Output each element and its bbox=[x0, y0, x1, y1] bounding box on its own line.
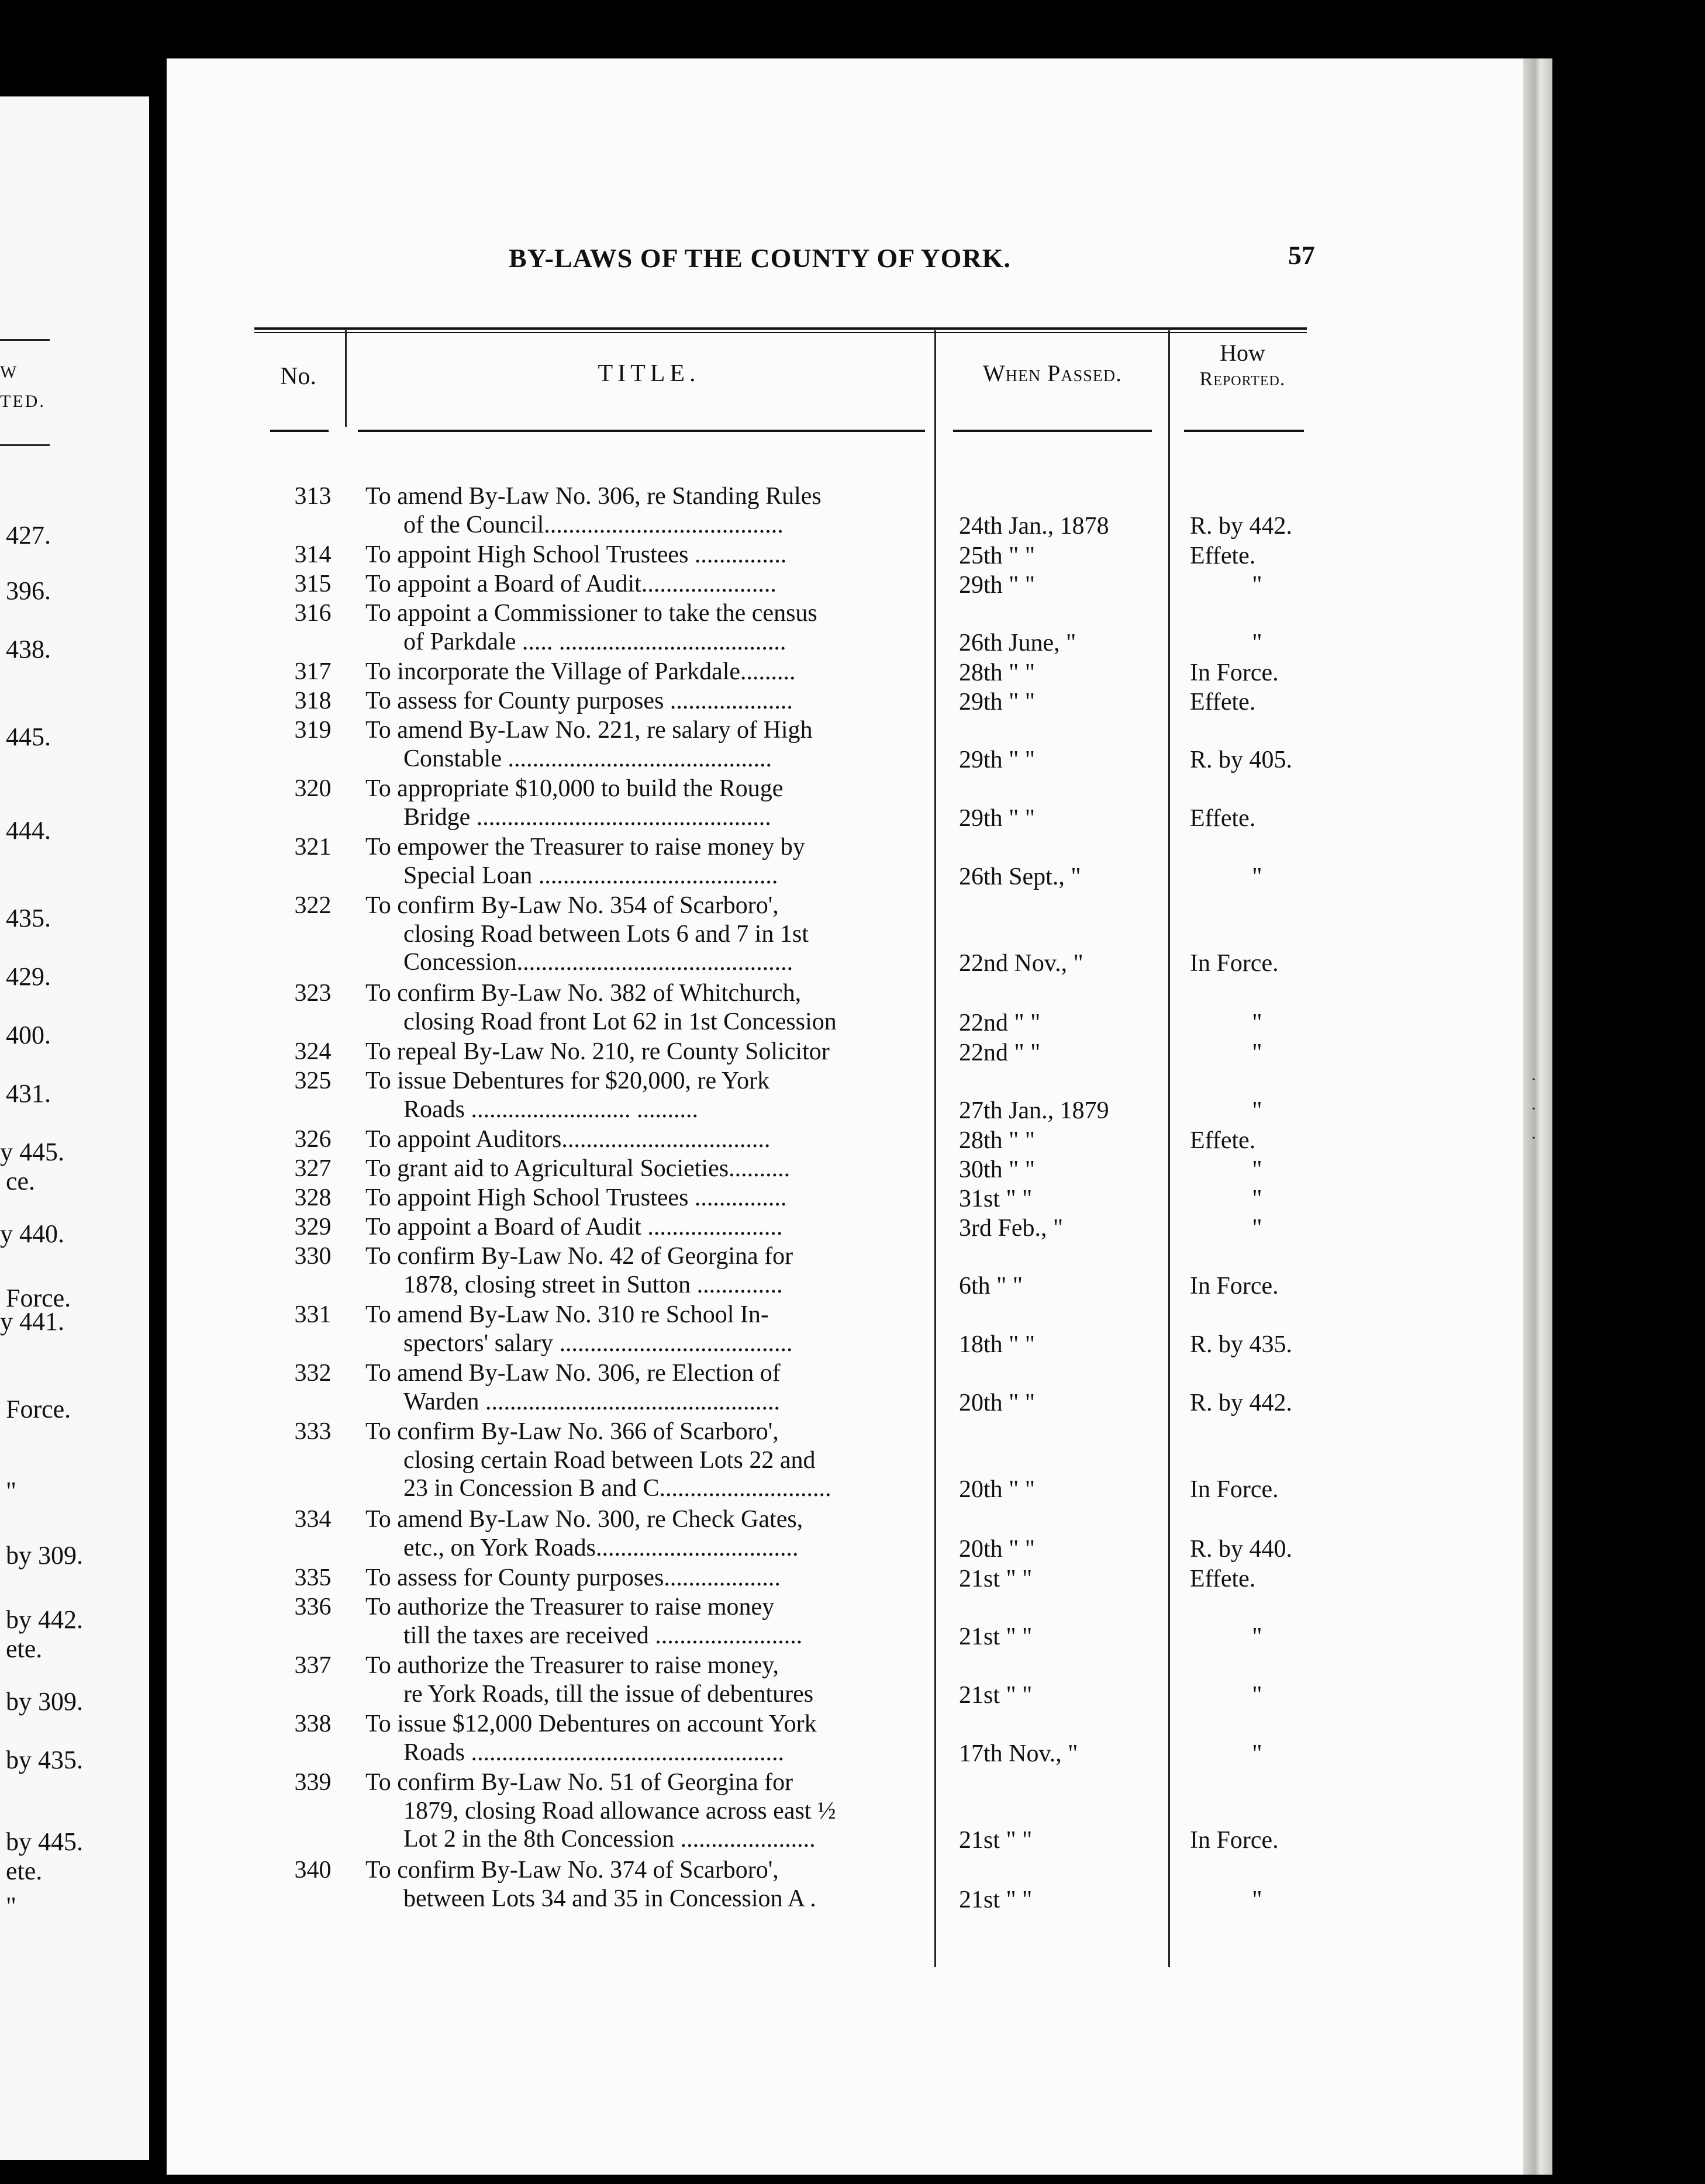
left-page-text-fragment: ete. bbox=[6, 1857, 43, 1885]
left-page-text-fragment: by 309. bbox=[6, 1541, 83, 1570]
left-page-text-fragment: 444. bbox=[6, 816, 51, 845]
how-reported: In Force. bbox=[1190, 950, 1279, 977]
left-page-text-fragment: ce. bbox=[6, 1167, 36, 1195]
bylaw-title-line: To amend By-Law No. 306, re Election of bbox=[365, 1360, 781, 1387]
when-passed: 18th " " bbox=[959, 1331, 1035, 1358]
how-reported: In Force. bbox=[1190, 1476, 1279, 1503]
bylaw-number: 331 bbox=[294, 1301, 332, 1328]
bylaw-number: 327 bbox=[294, 1155, 332, 1182]
bylaw-title-line: closing certain Road between Lots 22 and bbox=[403, 1446, 816, 1474]
when-passed: 26th June, " bbox=[959, 629, 1076, 656]
bylaw-number: 324 bbox=[294, 1038, 332, 1065]
left-page-text-fragment: 438. bbox=[6, 635, 51, 664]
bylaw-title-line: Bridge ................................................ bbox=[403, 803, 771, 831]
left-page-text-fragment: ete. bbox=[6, 1634, 43, 1663]
left-page-header-line: W bbox=[0, 362, 19, 382]
binding-gutter bbox=[149, 88, 167, 2169]
header-underline bbox=[1184, 430, 1304, 432]
how-reported: " bbox=[1252, 1623, 1262, 1650]
when-passed: 20th " " bbox=[959, 1389, 1035, 1416]
left-page-text-fragment: by 435. bbox=[6, 1746, 83, 1774]
bylaw-title-line: To appoint a Board of Audit...................... bbox=[365, 571, 776, 597]
how-reported: " bbox=[1252, 1039, 1262, 1066]
bylaw-title-line: etc., on York Roads................................. bbox=[403, 1534, 799, 1561]
bylaw-title-line: To issue Debentures for $20,000, re York bbox=[365, 1067, 770, 1094]
bylaw-title-line: re York Roads, till the issue of debentures bbox=[403, 1680, 814, 1708]
bylaw-title-line: To repeal By-Law No. 210, re County Solicitor bbox=[365, 1038, 830, 1065]
when-passed: 27th Jan., 1879 bbox=[959, 1097, 1109, 1124]
how-reported: " bbox=[1252, 629, 1262, 656]
bylaw-number: 315 bbox=[294, 571, 332, 597]
bylaw-number: 330 bbox=[294, 1243, 332, 1270]
bylaw-title-line: To issue $12,000 Debentures on account York bbox=[365, 1710, 817, 1737]
when-passed: 25th " " bbox=[959, 542, 1035, 569]
when-passed: 3rd Feb., " bbox=[959, 1215, 1064, 1242]
how-reported: Effete. bbox=[1190, 1566, 1256, 1592]
when-passed: 22nd " " bbox=[959, 1009, 1041, 1036]
bylaw-title-line: To authorize the Treasurer to raise money bbox=[365, 1594, 775, 1620]
bylaw-title-line: closing Road front Lot 62 in 1st Concession bbox=[403, 1008, 837, 1035]
margin-mark: · bbox=[1531, 1099, 1537, 1118]
when-passed: 21st " " bbox=[959, 1623, 1033, 1650]
left-page-fragment bbox=[0, 96, 149, 2160]
how-reported: " bbox=[1252, 1186, 1262, 1212]
when-passed: 22nd " " bbox=[959, 1039, 1041, 1066]
how-reported: Effete. bbox=[1190, 689, 1256, 716]
bylaw-number: 332 bbox=[294, 1360, 332, 1387]
bylaw-number: 321 bbox=[294, 834, 332, 861]
left-page-text-fragment: 400. bbox=[6, 1021, 51, 1049]
bylaw-title-line: To amend By-Law No. 300, re Check Gates, bbox=[365, 1506, 803, 1533]
bylaw-title-line: To confirm By-Law No. 374 of Scarboro', bbox=[365, 1857, 779, 1884]
bylaw-title-line: 1879, closing Road allowance across east ½ bbox=[403, 1797, 836, 1824]
how-reported: Effete. bbox=[1190, 1127, 1256, 1154]
when-passed: 17th Nov., " bbox=[959, 1740, 1078, 1767]
when-passed: 6th " " bbox=[959, 1272, 1023, 1300]
bylaw-title-line: To assess for County purposes .................... bbox=[365, 687, 793, 714]
left-page-text-fragment: by 445. bbox=[6, 1827, 83, 1856]
column-header-how-line: How bbox=[1220, 340, 1265, 366]
bylaw-title-line: To incorporate the Village of Parkdale......... bbox=[365, 658, 796, 685]
bylaw-title-line: To appoint High School Trustees ............... bbox=[365, 541, 787, 568]
left-page-text-fragment: " bbox=[6, 1892, 16, 1920]
bylaw-title-line: To confirm By-Law No. 382 of Whitchurch, bbox=[365, 980, 802, 1007]
bylaw-number: 339 bbox=[294, 1769, 332, 1796]
how-reported: R. by 442. bbox=[1190, 512, 1293, 540]
bylaw-title-line: 1878, closing street in Sutton .............. bbox=[403, 1271, 783, 1298]
when-passed: 28th " " bbox=[959, 659, 1035, 686]
left-page-text-fragment: 429. bbox=[6, 962, 51, 991]
bylaw-number: 316 bbox=[294, 600, 332, 627]
left-page-rule bbox=[0, 444, 50, 446]
left-page-text-fragment: Force. bbox=[6, 1284, 71, 1312]
bylaw-number: 337 bbox=[294, 1652, 332, 1679]
bylaw-title-line: To appropriate $10,000 to build the Rouge bbox=[365, 775, 784, 802]
column-header-when-passed: When Passed. bbox=[982, 360, 1123, 386]
left-page-text-fragment: y 440. bbox=[0, 1219, 64, 1248]
bylaw-number: 325 bbox=[294, 1067, 332, 1094]
how-reported: In Force. bbox=[1190, 659, 1279, 686]
bylaw-title-line: To amend By-Law No. 221, re salary of High bbox=[365, 717, 813, 744]
bylaw-number: 323 bbox=[294, 980, 332, 1007]
how-reported: In Force. bbox=[1190, 1272, 1279, 1300]
when-passed: 21st " " bbox=[959, 1886, 1033, 1913]
bylaw-number: 329 bbox=[294, 1214, 332, 1240]
bylaw-title-line: To authorize the Treasurer to raise money, bbox=[365, 1652, 779, 1679]
when-passed: 26th Sept., " bbox=[959, 863, 1081, 890]
bylaw-number: 334 bbox=[294, 1506, 332, 1533]
column-header-title: TITLE. bbox=[598, 360, 700, 387]
bylaw-number: 336 bbox=[294, 1594, 332, 1620]
when-passed: 30th " " bbox=[959, 1156, 1035, 1183]
bylaw-title-line: To appoint Auditors.................................. bbox=[365, 1126, 771, 1153]
how-reported: Effete. bbox=[1190, 804, 1256, 832]
left-page-text-fragment: y 445. bbox=[0, 1138, 64, 1166]
bylaw-title-line: closing Road between Lots 6 and 7 in 1st bbox=[403, 920, 809, 948]
margin-mark: · bbox=[1531, 1070, 1537, 1089]
column-divider bbox=[934, 330, 936, 1967]
when-passed: 29th " " bbox=[959, 746, 1035, 773]
bylaw-number: 313 bbox=[294, 483, 332, 510]
bylaw-title-line: To appoint a Commissioner to take the census bbox=[365, 600, 817, 627]
left-page-text-fragment: 445. bbox=[6, 723, 51, 751]
bylaw-number: 322 bbox=[294, 892, 332, 919]
bylaw-number: 320 bbox=[294, 775, 332, 802]
column-header-no: No. bbox=[280, 363, 316, 390]
how-reported: " bbox=[1252, 1740, 1262, 1767]
how-reported: R. by 405. bbox=[1190, 746, 1293, 773]
running-head: BY-LAWS OF THE COUNTY OF YORK. bbox=[509, 243, 1011, 273]
header-underline bbox=[270, 430, 329, 432]
when-passed: 22nd Nov., " bbox=[959, 950, 1083, 977]
how-reported: In Force. bbox=[1190, 1827, 1279, 1854]
when-passed: 29th " " bbox=[959, 572, 1035, 599]
bylaw-title-line: To confirm By-Law No. 366 of Scarboro', bbox=[365, 1418, 779, 1445]
when-passed: 29th " " bbox=[959, 689, 1035, 716]
when-passed: 20th " " bbox=[959, 1476, 1035, 1503]
left-page-rule bbox=[0, 339, 50, 341]
how-reported: R. by 435. bbox=[1190, 1331, 1293, 1358]
bylaw-number: 326 bbox=[294, 1126, 332, 1153]
bylaw-number: 318 bbox=[294, 687, 332, 714]
bylaw-title-line: To empower the Treasurer to raise money by bbox=[365, 834, 805, 861]
left-page-text-fragment: y 441. bbox=[0, 1307, 64, 1336]
left-page-text-fragment: 396. bbox=[6, 576, 51, 605]
left-page-text-fragment: by 442. bbox=[6, 1605, 83, 1634]
when-passed: 29th " " bbox=[959, 804, 1035, 832]
bylaw-number: 333 bbox=[294, 1418, 332, 1445]
how-reported: " bbox=[1252, 1886, 1262, 1913]
margin-mark: · bbox=[1531, 1128, 1537, 1148]
page-edge bbox=[1523, 58, 1552, 2175]
bylaw-number: 328 bbox=[294, 1184, 332, 1211]
when-passed: 24th Jan., 1878 bbox=[959, 512, 1109, 540]
left-page-text-fragment: 427. bbox=[6, 521, 51, 550]
left-page-text-fragment: " bbox=[6, 1477, 16, 1505]
header-rule bbox=[254, 327, 1307, 330]
bylaw-title-line: To confirm By-Law No. 42 of Georgina for bbox=[365, 1243, 793, 1270]
column-divider bbox=[345, 330, 347, 427]
bylaw-number: 335 bbox=[294, 1564, 332, 1591]
left-page-text-fragment: Force. bbox=[6, 1395, 71, 1423]
bylaw-title-line: Roads ................................................... bbox=[403, 1739, 784, 1766]
how-reported: " bbox=[1252, 1681, 1262, 1709]
header-underline bbox=[953, 430, 1152, 432]
when-passed: 21st " " bbox=[959, 1827, 1033, 1854]
bylaw-title-line: To amend By-Law No. 310 re School In- bbox=[365, 1301, 769, 1328]
bylaw-title-line: Lot 2 in the 8th Concession ...................... bbox=[403, 1826, 816, 1853]
bylaw-number: 317 bbox=[294, 658, 332, 685]
bylaw-title-line: Special Loan ....................................... bbox=[403, 862, 778, 889]
bylaw-title-line: till the taxes are received ........................ bbox=[403, 1622, 803, 1649]
bylaw-title-line: between Lots 34 and 35 in Concession A . bbox=[403, 1885, 816, 1912]
left-page-text-fragment: by 309. bbox=[6, 1687, 83, 1716]
how-reported: " bbox=[1252, 1009, 1262, 1036]
how-reported: " bbox=[1252, 572, 1262, 599]
how-reported: R. by 442. bbox=[1190, 1389, 1293, 1416]
bylaw-title-line: To appoint a Board of Audit ...................... bbox=[365, 1214, 783, 1240]
bylaw-number: 319 bbox=[294, 717, 332, 744]
how-reported: " bbox=[1252, 863, 1262, 890]
bylaw-title-line: Concession............................................. bbox=[403, 949, 793, 976]
how-reported: " bbox=[1252, 1097, 1262, 1124]
bylaw-title-line: 23 in Concession B and C............................ bbox=[403, 1475, 831, 1502]
bylaw-title-line: Constable ........................................... bbox=[403, 745, 772, 772]
page-number: 57 bbox=[1288, 240, 1315, 270]
bylaw-title-line: To assess for County purposes................... bbox=[365, 1564, 781, 1591]
header-rule bbox=[254, 332, 1307, 333]
bylaw-title-line: To grant aid to Agricultural Societies.......... bbox=[365, 1155, 791, 1182]
column-header-how-line: Reported. bbox=[1199, 368, 1286, 390]
bylaw-title-line: of Parkdale ..... ..................................... bbox=[403, 628, 786, 655]
how-reported: " bbox=[1252, 1156, 1262, 1183]
bylaw-title-line: To amend By-Law No. 306, re Standing Rules bbox=[365, 483, 822, 510]
when-passed: 31st " " bbox=[959, 1186, 1033, 1212]
bylaw-title-line: Warden ................................................ bbox=[403, 1388, 781, 1415]
when-passed: 21st " " bbox=[959, 1681, 1033, 1709]
bylaw-number: 340 bbox=[294, 1857, 332, 1884]
how-reported: R. by 440. bbox=[1190, 1535, 1293, 1563]
bylaw-title-line: of the Council....................................... bbox=[403, 511, 784, 538]
bylaw-title-line: To confirm By-Law No. 51 of Georgina for bbox=[365, 1769, 793, 1796]
when-passed: 28th " " bbox=[959, 1127, 1035, 1154]
left-page-text-fragment: 431. bbox=[6, 1079, 51, 1108]
bylaw-number: 338 bbox=[294, 1710, 332, 1737]
how-reported: " bbox=[1252, 1215, 1262, 1242]
bylaw-title-line: To confirm By-Law No. 354 of Scarboro', bbox=[365, 892, 779, 919]
header-underline bbox=[358, 430, 925, 432]
bylaw-number: 314 bbox=[294, 541, 332, 568]
when-passed: 21st " " bbox=[959, 1566, 1033, 1592]
bylaw-title-line: To appoint High School Trustees ............... bbox=[365, 1184, 787, 1211]
how-reported: Effete. bbox=[1190, 542, 1256, 569]
left-page-text-fragment: 435. bbox=[6, 904, 51, 932]
bylaw-title-line: Roads .......................... .......... bbox=[403, 1096, 698, 1123]
bylaw-title-line: spectors' salary ...................................... bbox=[403, 1329, 793, 1357]
left-page-header-line: TED. bbox=[0, 392, 46, 411]
when-passed: 20th " " bbox=[959, 1535, 1035, 1563]
